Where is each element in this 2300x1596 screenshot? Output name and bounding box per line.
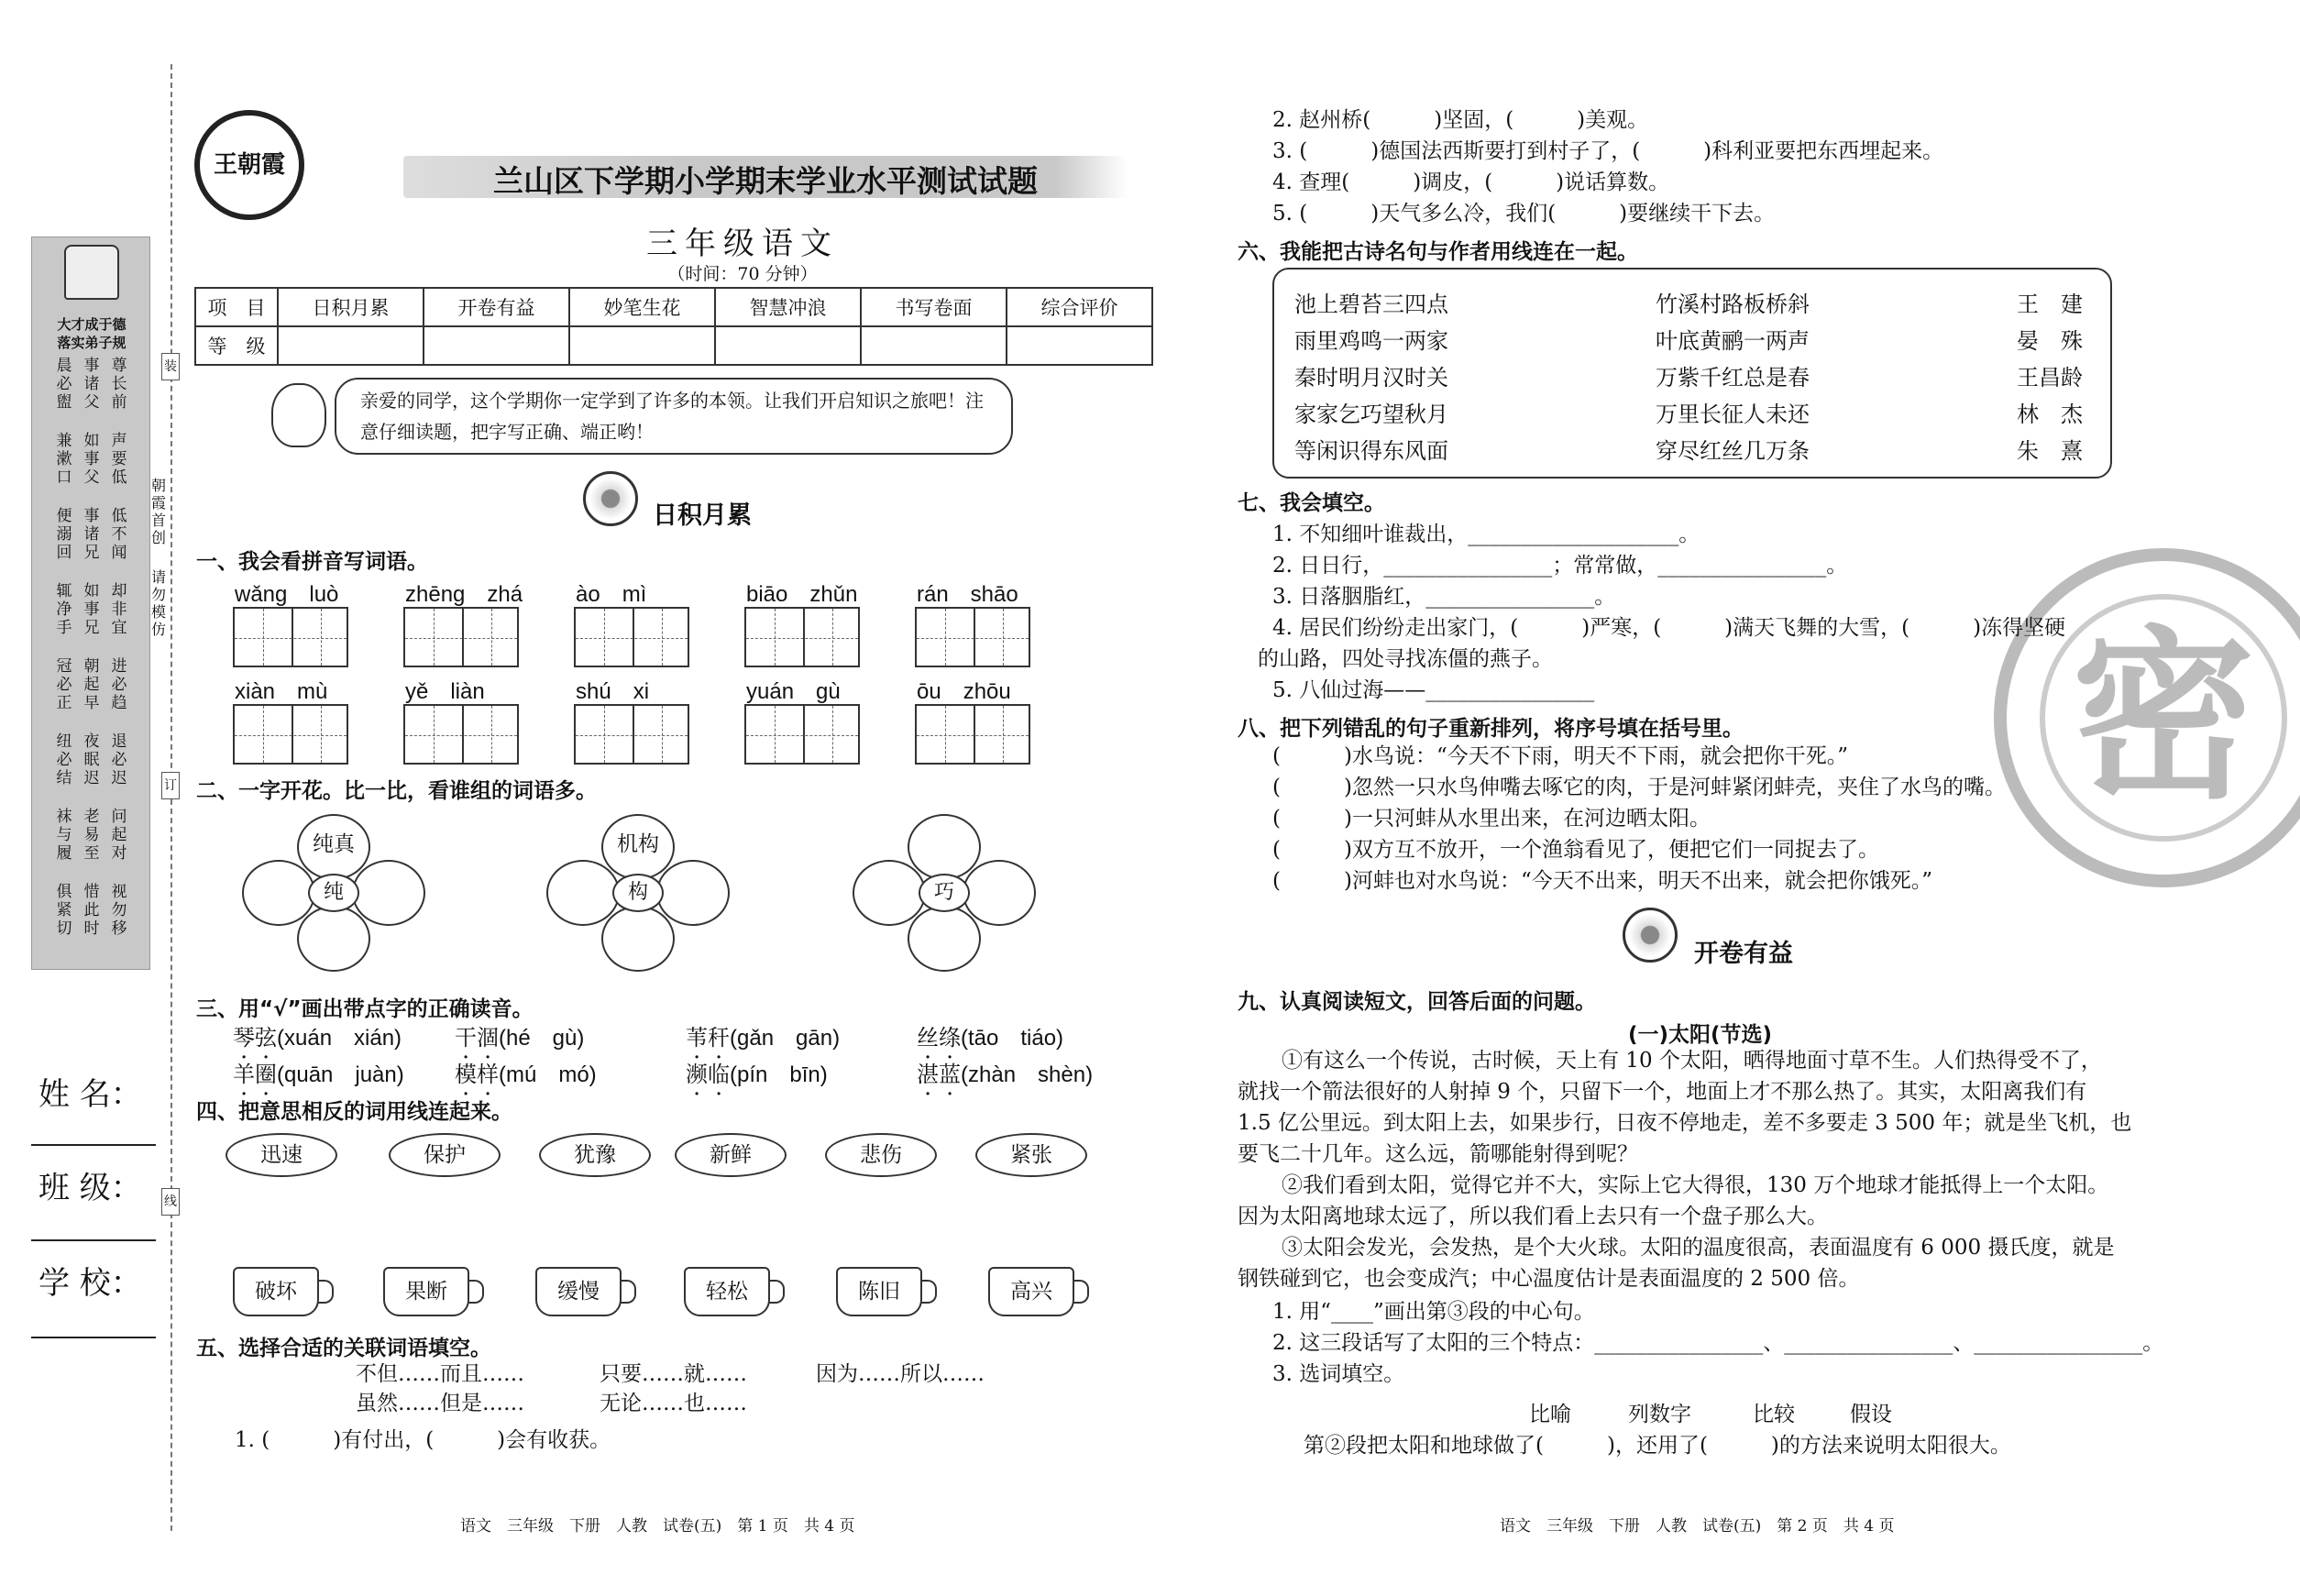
footer-page-2: 语文 三年级 下册 人教 试卷(五) 第 2 页 共 4 页 bbox=[1500, 1517, 1895, 1535]
side-verse-column: 事诸兄 bbox=[83, 507, 100, 562]
side-motto-1: 大才成于德 bbox=[57, 316, 127, 333]
pinyin-label: ào mì bbox=[576, 582, 647, 607]
side-motto-panel bbox=[31, 237, 150, 970]
antonym-word-cup[interactable]: 高兴 bbox=[988, 1267, 1074, 1316]
side-verse-column: 朝起早 bbox=[83, 657, 100, 712]
q5-item: 1. ( )有付出，( )会有收获。 bbox=[235, 1428, 611, 1452]
antonym-word-cup[interactable]: 缓慢 bbox=[535, 1267, 622, 1316]
flower-center-char: 构 bbox=[612, 874, 664, 912]
side-verse-column: 尊长前 bbox=[111, 357, 127, 412]
q9-question[interactable]: 2. 这三段话写了太阳的三个特点：________________、________________、________________。 bbox=[1272, 1331, 2164, 1355]
dotted-char: 模样 bbox=[455, 1062, 499, 1087]
passage-line: ①有这么一个传说，古时候，天上有 10 个太阳，晒得地面寸草不生。人们热得受不了， bbox=[1282, 1049, 2102, 1073]
score-column-header: 书写卷面 bbox=[861, 288, 1007, 326]
pinyin-label: rán shāo bbox=[917, 582, 1018, 607]
side-verse-column: 夜眠迟 bbox=[83, 732, 100, 787]
petal-left bbox=[242, 860, 315, 926]
side-verse-column: 便溺回 bbox=[56, 507, 72, 562]
fold-text-2: 请勿模仿 bbox=[150, 568, 166, 638]
q3-title: 三、用“√”画出带点字的正确读音。 bbox=[196, 997, 534, 1021]
side-motto-2: 落实弟子规 bbox=[57, 335, 127, 351]
side-verse-column: 纽必结 bbox=[56, 732, 72, 787]
binding-marker-3: 线 bbox=[161, 1188, 180, 1216]
pinyin-label: yuán gù bbox=[746, 679, 841, 704]
q6-title: 六、我能把古诗名句与作者用线连在一起。 bbox=[1238, 240, 1638, 264]
q7-title: 七、我会填空。 bbox=[1238, 491, 1385, 515]
poem-line-b[interactable]: 叶底黄鹂一两声 bbox=[1656, 328, 1810, 354]
writing-grid[interactable] bbox=[744, 704, 860, 765]
passage-line: 因为太阳离地球太远了，所以我们看上去只有一个盘子那么大。 bbox=[1238, 1205, 1828, 1228]
petal-bottom bbox=[601, 906, 675, 972]
dotted-char: 苇秆 bbox=[686, 1026, 730, 1051]
passage-title: (一)太阳(节选) bbox=[1628, 1023, 1773, 1047]
brand-logo: 王朝霞 bbox=[194, 110, 304, 220]
side-verse-column: 低不闻 bbox=[111, 507, 127, 562]
antonym-word-oval[interactable]: 迅速 bbox=[226, 1133, 337, 1177]
q4-title: 四、把意思相反的词用线连起来。 bbox=[196, 1100, 512, 1124]
section-title-reading: 开卷有益 bbox=[1694, 940, 1793, 968]
q8-item[interactable]: ( )河蚌也对水鸟说：“今天不出来，明天不出来，就会把你饿死。” bbox=[1272, 869, 1932, 893]
side-verse-column: 视勿移 bbox=[111, 883, 127, 938]
petal-left bbox=[546, 860, 620, 926]
q5-option: 无论……也…… bbox=[600, 1392, 747, 1415]
q9-question[interactable]: 3. 选词填空。 bbox=[1272, 1362, 1405, 1386]
q9-title: 九、认真阅读短文，回答后面的问题。 bbox=[1238, 990, 1596, 1014]
q5-item: 4. 查理( )调皮，( )说话算数。 bbox=[1272, 171, 1670, 194]
score-cell[interactable] bbox=[278, 326, 424, 365]
side-verse-column: 惜此时 bbox=[83, 883, 100, 938]
dotted-char: 湛蓝 bbox=[917, 1062, 961, 1087]
q2-title: 二、一字开花。比一比，看谁组的词语多。 bbox=[196, 779, 597, 803]
score-column-header: 综合评价 bbox=[1007, 288, 1152, 326]
pinyin-label: ōu zhōu bbox=[917, 679, 1011, 704]
q7-item[interactable]: 4. 居民们纷纷走出家门，( )严寒，( )满天飞舞的大雪，( )冻得坚硬 bbox=[1272, 616, 2066, 640]
greeting-bubble: 亲爱的同学，这个学期你一定学到了许多的本领。让我们开启知识之旅吧！注意仔细读题，把字写正确、端正哟！ bbox=[335, 378, 1013, 455]
antonym-word-oval[interactable]: 紧张 bbox=[975, 1133, 1087, 1177]
writing-grid[interactable] bbox=[233, 704, 348, 765]
antonym-word-cup[interactable]: 果断 bbox=[383, 1267, 469, 1316]
side-verse-column: 袜与履 bbox=[56, 808, 72, 863]
score-row-header: 项 目 bbox=[195, 288, 278, 326]
poem-author[interactable]: 晏 殊 bbox=[2017, 328, 2083, 354]
writing-grid[interactable] bbox=[574, 607, 689, 667]
q7-item[interactable]: 2. 日日行，________________；常常做，________________。 bbox=[1272, 554, 1848, 578]
binding-marker-1: 装 bbox=[161, 353, 180, 380]
poem-line-b[interactable]: 万紫千红总是春 bbox=[1656, 365, 1810, 391]
antonym-word-oval[interactable]: 犹豫 bbox=[539, 1133, 651, 1177]
flower-top-word: 纯真 bbox=[313, 832, 355, 856]
flower-center-char: 纯 bbox=[308, 874, 359, 912]
flower-icon bbox=[1623, 908, 1678, 963]
exam-duration: （时间：70 分钟） bbox=[667, 264, 818, 284]
pinyin-label: wǎng luò bbox=[235, 582, 339, 607]
class-label: 班 级： bbox=[39, 1170, 142, 1206]
side-verse-column: 冠必正 bbox=[56, 657, 72, 712]
scholar-figure bbox=[64, 245, 119, 300]
word-choice[interactable]: 比较 bbox=[1753, 1403, 1795, 1426]
pinyin-label: shú xi bbox=[576, 679, 650, 704]
name-field[interactable] bbox=[31, 1144, 156, 1146]
petal-bottom bbox=[297, 906, 370, 972]
side-verse-column: 退必迟 bbox=[111, 732, 127, 787]
side-verse-column: 事诸父 bbox=[83, 357, 100, 412]
dotted-char: 干涸 bbox=[455, 1026, 499, 1051]
word-choice[interactable]: 假设 bbox=[1850, 1403, 1892, 1426]
binding-marker-2: 订 bbox=[161, 772, 180, 799]
pronunciation-options: (quān juàn) bbox=[277, 1062, 404, 1087]
poem-line-b[interactable]: 竹溪村路板桥斜 bbox=[1656, 292, 1810, 317]
class-field[interactable] bbox=[31, 1239, 156, 1241]
fold-text-1: 朝霞首创 bbox=[150, 477, 166, 546]
school-label: 学 校： bbox=[39, 1265, 142, 1302]
petal-right bbox=[656, 860, 730, 926]
passage-line: 钢铁碰到它，也会变成汽；中心温度估计是表面温度的 2 500 倍。 bbox=[1238, 1267, 1860, 1291]
footer-page-1: 语文 三年级 下册 人教 试卷(五) 第 1 页 共 4 页 bbox=[460, 1517, 855, 1535]
pronunciation-item[interactable] bbox=[455, 1056, 597, 1100]
dotted-char: 羊圈 bbox=[233, 1062, 277, 1087]
writing-grid[interactable] bbox=[744, 607, 860, 667]
pronunciation-options: (hé gù) bbox=[499, 1026, 585, 1051]
pronunciation-item[interactable] bbox=[233, 1056, 404, 1100]
poem-line-a[interactable]: 秦时明月汉时关 bbox=[1294, 365, 1448, 391]
flower-top-word: 机构 bbox=[617, 832, 659, 856]
poem-line-a[interactable]: 池上碧苔三四点 bbox=[1294, 292, 1448, 317]
q7-item[interactable]: 的山路，四处寻找冻僵的燕子。 bbox=[1258, 647, 1553, 671]
q7-item[interactable]: 3. 日落胭脂红，________________。 bbox=[1272, 585, 1616, 609]
q5-option: 只要……就…… bbox=[600, 1362, 747, 1386]
side-verse-column: 声要低 bbox=[111, 432, 127, 487]
side-verse-block bbox=[32, 357, 151, 962]
score-table bbox=[194, 287, 1153, 366]
score-row-label: 等 级 bbox=[195, 326, 278, 365]
passage-line: 就找一个箭法很好的人射掉 9 个，只留下一个，地面上才不那么热了。其实，太阳离我们有 bbox=[1238, 1080, 2087, 1104]
word-choice[interactable]: 比喻 bbox=[1529, 1403, 1571, 1426]
pronunciation-options: (tāo tiáo) bbox=[961, 1026, 1064, 1051]
score-cell[interactable] bbox=[424, 326, 569, 365]
score-cell[interactable] bbox=[861, 326, 1007, 365]
petal-top bbox=[908, 814, 981, 880]
name-label: 姓 名： bbox=[39, 1076, 142, 1113]
side-verse-column: 晨必盥 bbox=[56, 357, 72, 412]
dotted-char: 濒临 bbox=[686, 1062, 730, 1087]
score-column-header: 妙笔生花 bbox=[569, 288, 715, 326]
score-cell[interactable] bbox=[715, 326, 861, 365]
passage-line: ③太阳会发光，会发热，是个大火球。太阳的温度很高，表面温度有 6 000 摄氏度，就是 bbox=[1282, 1236, 2115, 1260]
writing-grid[interactable] bbox=[574, 704, 689, 765]
dotted-char: 琴弦 bbox=[233, 1026, 277, 1051]
side-verse-column: 却非宜 bbox=[111, 582, 127, 637]
antonym-word-cup[interactable]: 轻松 bbox=[684, 1267, 770, 1316]
side-verse-column: 辄净手 bbox=[56, 582, 72, 637]
writing-grid[interactable] bbox=[915, 704, 1030, 765]
q8-title: 八、把下列错乱的句子重新排列，将序号填在括号里。 bbox=[1238, 717, 1744, 741]
pronunciation-options: (mú mó) bbox=[499, 1062, 597, 1087]
poem-author[interactable]: 林 杰 bbox=[2017, 402, 2083, 427]
poem-line-b[interactable]: 穿尽红丝几万条 bbox=[1656, 438, 1810, 464]
q8-item[interactable]: ( )水鸟说：“今天不下雨，明天不下雨，就会把你干死。” bbox=[1272, 744, 1848, 768]
score-cell[interactable] bbox=[569, 326, 715, 365]
pronunciation-item[interactable] bbox=[917, 1056, 1093, 1100]
poem-line-a[interactable]: 家家乞巧望秋月 bbox=[1294, 402, 1448, 427]
pinyin-label: xiàn mù bbox=[235, 679, 328, 704]
q7-item[interactable]: 5. 八仙过海——________________ bbox=[1272, 678, 1595, 702]
q5-item: 3. ( )德国法西斯要打到村子了，( )科利亚要把东西埋起来。 bbox=[1272, 139, 1944, 163]
pinyin-label: biāo zhǔn bbox=[746, 582, 858, 607]
side-verse-column: 兼漱口 bbox=[56, 432, 72, 487]
flower-icon bbox=[583, 471, 638, 526]
antonym-word-cup[interactable]: 破坏 bbox=[233, 1267, 319, 1316]
flower-center-char: 巧 bbox=[919, 874, 970, 912]
side-verse-column: 老易至 bbox=[83, 808, 100, 863]
q7-item[interactable]: 1. 不知细叶谁裁出，____________________。 bbox=[1272, 523, 1700, 546]
antonym-word-oval[interactable]: 悲伤 bbox=[825, 1133, 937, 1177]
q8-item[interactable]: ( )忽然一只水鸟伸嘴去啄它的肉，于是河蚌紧闭蚌壳，夹住了水鸟的嘴。 bbox=[1272, 776, 2006, 799]
score-column-header: 开卷有益 bbox=[424, 288, 569, 326]
petal-right bbox=[352, 860, 425, 926]
side-verse-column: 如事兄 bbox=[83, 582, 100, 637]
q5-option: 虽然……但是…… bbox=[356, 1392, 524, 1415]
school-field[interactable] bbox=[31, 1337, 156, 1338]
pronunciation-options: (xuán xián) bbox=[277, 1026, 402, 1051]
subject-title: 三年级语文 bbox=[646, 226, 839, 262]
side-verse-column: 进必趋 bbox=[111, 657, 127, 712]
passage-line: ②我们看到太阳，觉得它并不大，实际上它大得很，130 万个地球才能抵得上一个太阳。 bbox=[1282, 1173, 2109, 1197]
passage-line: 1.5 亿公里远。到太阳上去，如果步行，日夜不停地走，差不多要走 3 500 年；就是坐飞机，也 bbox=[1238, 1111, 2132, 1135]
pronunciation-options: (zhàn shèn) bbox=[961, 1062, 1094, 1087]
writing-grid[interactable] bbox=[233, 607, 348, 667]
pronunciation-item[interactable] bbox=[686, 1056, 828, 1100]
q5-option: 不但……而且…… bbox=[356, 1362, 524, 1386]
q5-item: 2. 赵州桥( )坚固，( )美观。 bbox=[1272, 108, 1649, 132]
antonym-word-oval[interactable]: 新鲜 bbox=[675, 1133, 787, 1177]
petal-right bbox=[963, 860, 1036, 926]
writing-grid[interactable] bbox=[403, 607, 519, 667]
petal-bottom bbox=[908, 906, 981, 972]
writing-grid[interactable] bbox=[403, 704, 519, 765]
word-choice[interactable]: 列数字 bbox=[1628, 1403, 1691, 1426]
section-title-daily: 日积月累 bbox=[653, 501, 752, 530]
pronunciation-options: (gǎn gān) bbox=[730, 1026, 841, 1051]
side-verse-column: 问起对 bbox=[111, 808, 127, 863]
poem-author[interactable]: 王 建 bbox=[2017, 292, 2083, 317]
q5-title: 五、选择合适的关联词语填空。 bbox=[196, 1337, 491, 1360]
q5-option: 因为……所以…… bbox=[816, 1362, 985, 1386]
score-cell[interactable] bbox=[1007, 326, 1152, 365]
q9-last-question[interactable]: 第②段把太阳和地球做了( )，还用了( )的方法来说明太阳很大。 bbox=[1304, 1434, 2011, 1458]
q8-item[interactable]: ( )双方互不放开，一个渔翁看见了，便把它们一同捉去了。 bbox=[1272, 838, 1879, 862]
exam-title: 兰山区下学期小学期末学业水平测试试题 bbox=[493, 163, 1038, 199]
score-column-header: 智慧冲浪 bbox=[715, 288, 861, 326]
dotted-char: 丝绦 bbox=[917, 1026, 961, 1051]
q8-item[interactable]: ( )一只河蚌从水里出来，在河边晒太阳。 bbox=[1272, 807, 1711, 831]
poem-line-b[interactable]: 万里长征人未还 bbox=[1656, 402, 1810, 427]
side-verse-column: 如事父 bbox=[83, 432, 100, 487]
score-column-header: 日积月累 bbox=[278, 288, 424, 326]
passage-line: 要飞二十几年。这么远，箭哪能射得到呢？ bbox=[1238, 1142, 1638, 1166]
confidential-stamp: 密 bbox=[2040, 594, 2287, 842]
side-verse-column: 俱紧切 bbox=[56, 883, 72, 938]
q9-question[interactable]: 1. 用“____”画出第③段的中心句。 bbox=[1272, 1300, 1595, 1324]
pronunciation-options: (pín bīn) bbox=[730, 1062, 828, 1087]
poem-author[interactable]: 王昌龄 bbox=[2017, 365, 2083, 391]
antonym-word-oval[interactable]: 保护 bbox=[389, 1133, 501, 1177]
poem-line-a[interactable]: 雨里鸡鸣一两家 bbox=[1294, 328, 1448, 354]
poem-line-a[interactable]: 等闲识得东风面 bbox=[1294, 438, 1448, 464]
pinyin-label: yě liàn bbox=[405, 679, 485, 704]
mascot-icon bbox=[271, 383, 326, 447]
antonym-word-cup[interactable]: 陈旧 bbox=[836, 1267, 922, 1316]
q5-item: 5. ( )天气多么冷，我们( )要继续干下去。 bbox=[1272, 202, 1776, 226]
q1-title: 一、我会看拼音写词语。 bbox=[196, 550, 428, 574]
petal-left bbox=[853, 860, 926, 926]
writing-grid[interactable] bbox=[915, 607, 1030, 667]
poem-author[interactable]: 朱 熹 bbox=[2017, 438, 2083, 464]
pinyin-label: zhēng zhá bbox=[405, 582, 523, 607]
